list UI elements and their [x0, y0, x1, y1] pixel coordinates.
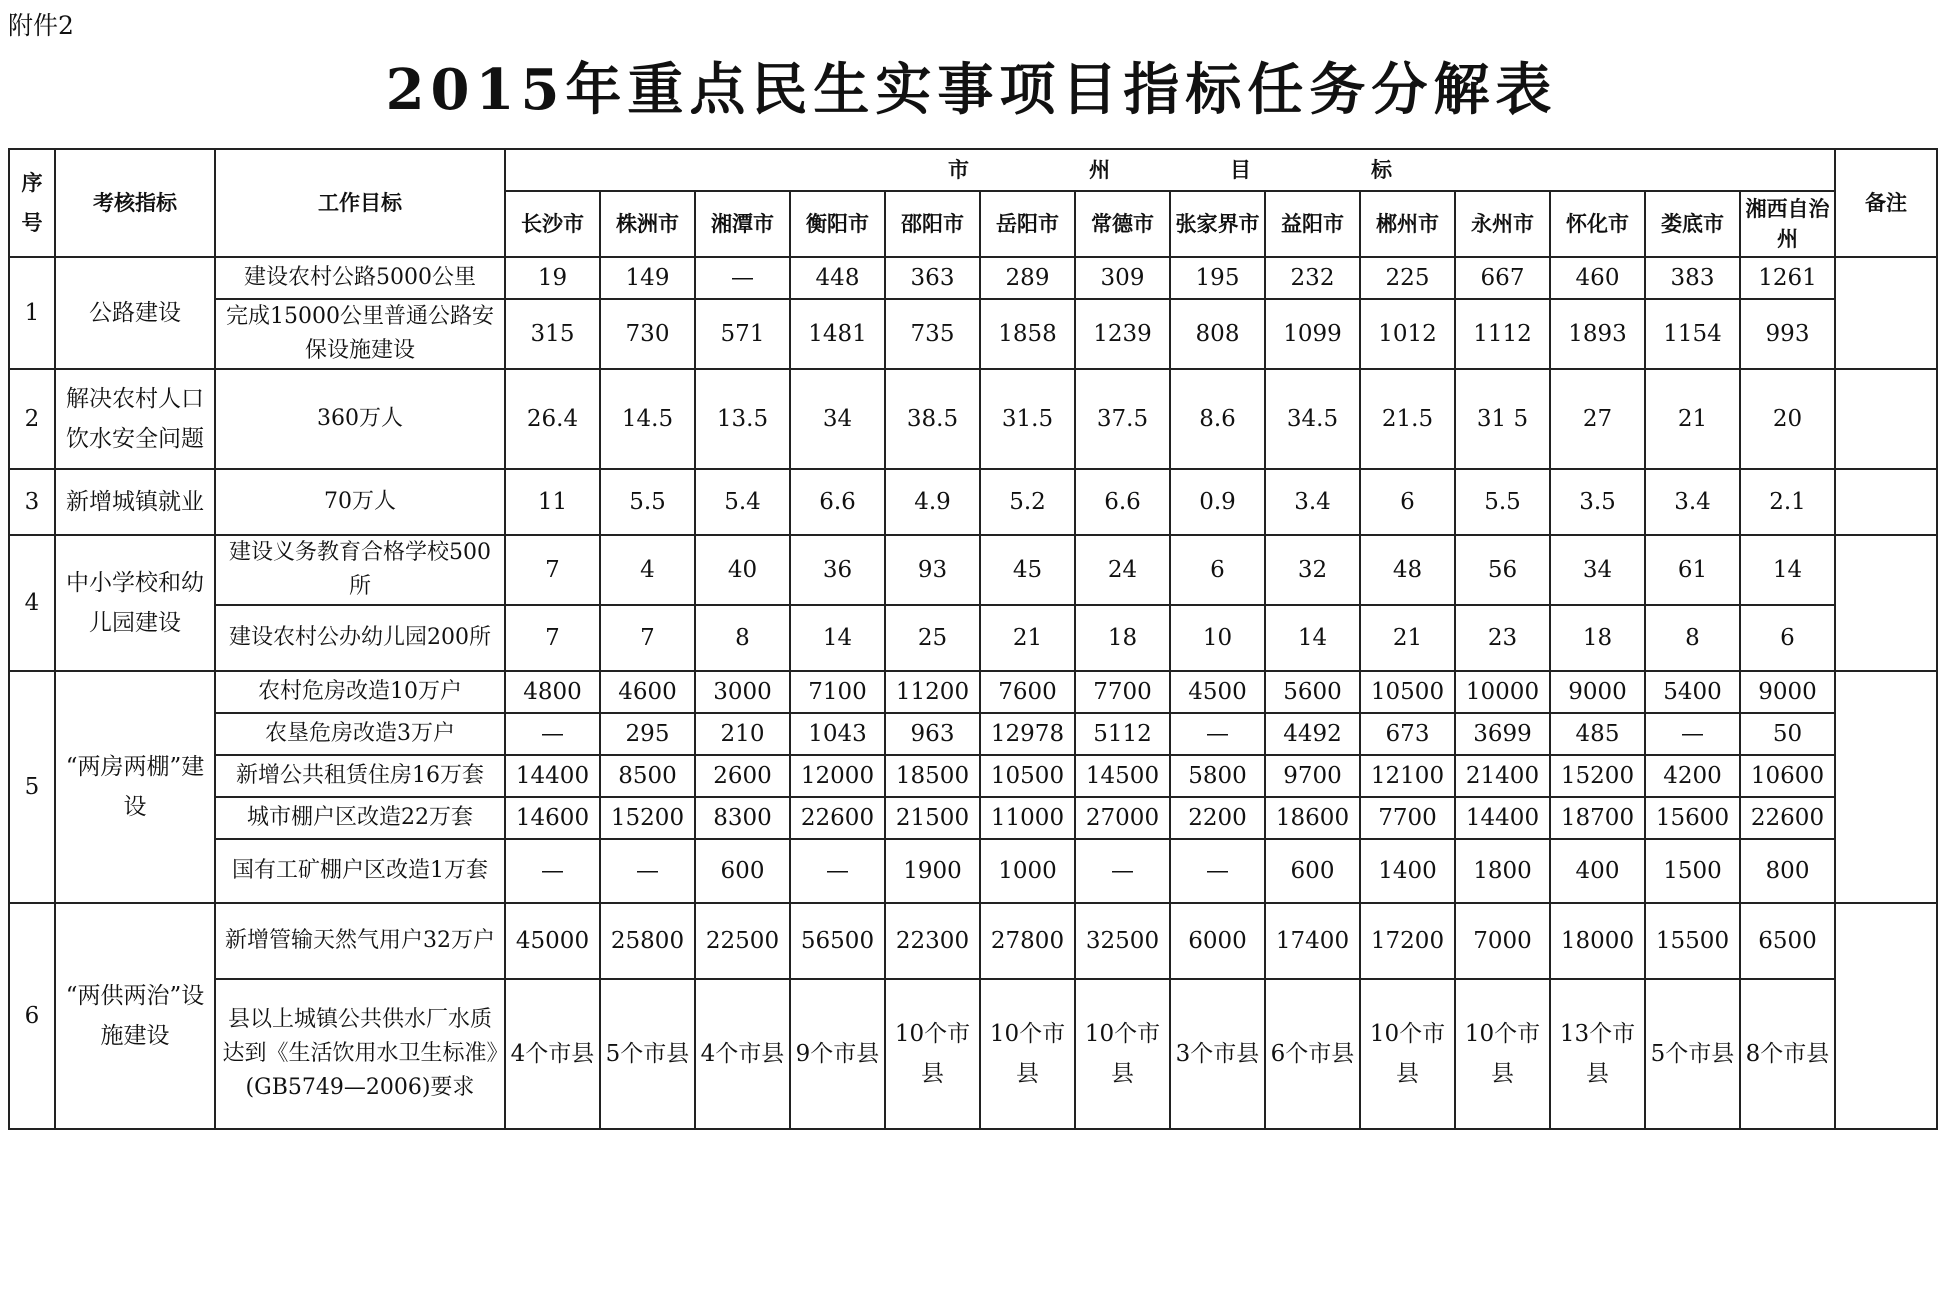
city-target-value: 14 — [1740, 535, 1835, 605]
city-target-value: 963 — [885, 713, 980, 755]
city-target-value: 6500 — [1740, 903, 1835, 979]
row-indicator: “两房两棚”建设 — [55, 671, 215, 903]
city-target-value: 6000 — [1170, 903, 1265, 979]
city-target-value: 2600 — [695, 755, 790, 797]
task-table — [8, 148, 1938, 1130]
city-target-value: 400 — [1550, 839, 1645, 903]
city-target-value: 13.5 — [695, 369, 790, 469]
city-target-value: 485 — [1550, 713, 1645, 755]
city-target-value: 21400 — [1455, 755, 1550, 797]
header-target-char: 市 — [948, 158, 969, 182]
city-target-value: 309 — [1075, 257, 1170, 299]
city-target-value: 34 — [1550, 535, 1645, 605]
header-target-char: 目 — [1230, 158, 1251, 182]
city-target-value: 10000 — [1455, 671, 1550, 713]
city-target-value: 21 — [980, 605, 1075, 671]
city-target-value: 210 — [695, 713, 790, 755]
city-target-value: 14 — [1265, 605, 1360, 671]
city-target-value: 25 — [885, 605, 980, 671]
city-target-value: — — [1170, 713, 1265, 755]
city-target-value: — — [790, 839, 885, 903]
city-target-value: 6.6 — [1075, 469, 1170, 535]
city-target-value: 5.5 — [600, 469, 695, 535]
city-target-value: 21.5 — [1360, 369, 1455, 469]
city-target-value: 18600 — [1265, 797, 1360, 839]
city-target-value: 40 — [695, 535, 790, 605]
city-target-value: 36 — [790, 535, 885, 605]
header-city-targets — [505, 149, 1835, 191]
city-target-value: 383 — [1645, 257, 1740, 299]
city-target-value: 12100 — [1360, 755, 1455, 797]
city-target-value: 9000 — [1550, 671, 1645, 713]
row-indicator: “两供两治”设施建设 — [55, 903, 215, 1129]
city-target-value: 10个市县 — [1455, 979, 1550, 1129]
city-target-value: 1261 — [1740, 257, 1835, 299]
city-target-value: 730 — [600, 299, 695, 369]
city-target-value: 8 — [695, 605, 790, 671]
city-target-value: 93 — [885, 535, 980, 605]
table-row — [9, 299, 1937, 369]
city-target-value: 5个市县 — [1645, 979, 1740, 1129]
row-remark — [1835, 257, 1937, 369]
city-target-value: — — [1170, 839, 1265, 903]
row-remark — [1835, 535, 1937, 671]
header-city: 娄底市 — [1645, 191, 1740, 257]
city-target-value: — — [505, 713, 600, 755]
city-target-value: 31.5 — [980, 369, 1075, 469]
city-target-value: 2.1 — [1740, 469, 1835, 535]
city-target-value: 1099 — [1265, 299, 1360, 369]
table-row — [9, 979, 1937, 1129]
page-title: 2015年重点民生实事项目指标任务分解表 — [385, 57, 1558, 123]
header-target-char: 标 — [1371, 158, 1392, 182]
city-target-value: 8.6 — [1170, 369, 1265, 469]
city-target-value: 7600 — [980, 671, 1075, 713]
table-row — [9, 605, 1937, 671]
city-target-value: 3个市县 — [1170, 979, 1265, 1129]
city-target-value: 22600 — [1740, 797, 1835, 839]
city-target-value: 32500 — [1075, 903, 1170, 979]
city-target-value: 363 — [885, 257, 980, 299]
header-city: 邵阳市 — [885, 191, 980, 257]
city-target-value: 808 — [1170, 299, 1265, 369]
city-target-value: 4492 — [1265, 713, 1360, 755]
city-target-value: 4.9 — [885, 469, 980, 535]
city-target-value: 38.5 — [885, 369, 980, 469]
header-indicator: 考核指标 — [55, 149, 215, 257]
header-city: 永州市 — [1455, 191, 1550, 257]
city-target-value: 12978 — [980, 713, 1075, 755]
city-target-value: 7 — [505, 535, 600, 605]
city-target-value: 18 — [1550, 605, 1645, 671]
city-target-value: 1900 — [885, 839, 980, 903]
city-target-value: 3.5 — [1550, 469, 1645, 535]
city-target-value: 31 5 — [1455, 369, 1550, 469]
city-target-value: 56500 — [790, 903, 885, 979]
header-row-1 — [9, 149, 1937, 191]
city-target-value: 149 — [600, 257, 695, 299]
city-target-value: 10 — [1170, 605, 1265, 671]
city-target-value: 448 — [790, 257, 885, 299]
city-target-value: 3.4 — [1645, 469, 1740, 535]
row-seq: 4 — [9, 535, 55, 671]
city-target-value: 315 — [505, 299, 600, 369]
city-target-value: 1012 — [1360, 299, 1455, 369]
city-target-value: 10个市县 — [1360, 979, 1455, 1129]
header-city: 株洲市 — [600, 191, 695, 257]
city-target-value: 3699 — [1455, 713, 1550, 755]
city-target-value: 1481 — [790, 299, 885, 369]
row-goal: 国有工矿棚户区改造1万套 — [215, 839, 505, 903]
city-target-value: 6 — [1740, 605, 1835, 671]
header-seq: 序号 — [9, 149, 55, 257]
city-target-value: 7 — [600, 605, 695, 671]
city-target-value: 1112 — [1455, 299, 1550, 369]
row-indicator: 中小学校和幼儿园建设 — [55, 535, 215, 671]
city-target-value: 15600 — [1645, 797, 1740, 839]
city-target-value: 5800 — [1170, 755, 1265, 797]
row-remark — [1835, 903, 1937, 1129]
city-target-value: 34 — [790, 369, 885, 469]
city-target-value: 10500 — [980, 755, 1075, 797]
table-row — [9, 839, 1937, 903]
city-target-value: 673 — [1360, 713, 1455, 755]
city-target-value: 6 — [1360, 469, 1455, 535]
header-city: 常德市 — [1075, 191, 1170, 257]
row-seq: 5 — [9, 671, 55, 903]
city-target-value: 1893 — [1550, 299, 1645, 369]
table-row — [9, 755, 1937, 797]
city-target-value: 5个市县 — [600, 979, 695, 1129]
row-goal: 县以上城镇公共供水厂水质达到《生活饮用水卫生标准》(GB5749—2006)要求 — [215, 979, 505, 1129]
city-target-value: 10个市县 — [885, 979, 980, 1129]
city-target-value: 5.2 — [980, 469, 1075, 535]
city-target-value: 14400 — [505, 755, 600, 797]
city-target-value: 1500 — [1645, 839, 1740, 903]
row-goal: 建设农村公办幼儿园200所 — [215, 605, 505, 671]
city-target-value: 9700 — [1265, 755, 1360, 797]
city-target-value: 11 — [505, 469, 600, 535]
header-goal: 工作目标 — [215, 149, 505, 257]
city-target-value: 18000 — [1550, 903, 1645, 979]
city-target-value: 22600 — [790, 797, 885, 839]
table-row — [9, 903, 1937, 979]
city-target-value: 600 — [1265, 839, 1360, 903]
city-target-value: 289 — [980, 257, 1075, 299]
city-target-value: 11200 — [885, 671, 980, 713]
row-goal: 完成15000公里普通公路安保设施建设 — [215, 299, 505, 369]
city-target-value: 6.6 — [790, 469, 885, 535]
header-city: 湘潭市 — [695, 191, 790, 257]
city-target-value: 460 — [1550, 257, 1645, 299]
city-target-value: 735 — [885, 299, 980, 369]
city-target-value: 48 — [1360, 535, 1455, 605]
city-target-value: 225 — [1360, 257, 1455, 299]
row-goal: 新增管输天然气用户32万户 — [215, 903, 505, 979]
city-target-value: 5.5 — [1455, 469, 1550, 535]
city-target-value: — — [1645, 713, 1740, 755]
city-target-value: 14500 — [1075, 755, 1170, 797]
city-target-value: 22500 — [695, 903, 790, 979]
city-target-value: 8 — [1645, 605, 1740, 671]
city-target-value: 21500 — [885, 797, 980, 839]
city-target-value: 7100 — [790, 671, 885, 713]
city-target-value: 993 — [1740, 299, 1835, 369]
city-target-value: 56 — [1455, 535, 1550, 605]
city-target-value: 27000 — [1075, 797, 1170, 839]
city-target-value: 10个市县 — [1075, 979, 1170, 1129]
city-target-value: — — [505, 839, 600, 903]
header-remark: 备注 — [1835, 149, 1937, 257]
city-target-value: 15500 — [1645, 903, 1740, 979]
city-target-value: 21 — [1360, 605, 1455, 671]
city-target-value: 8500 — [600, 755, 695, 797]
row-seq: 1 — [9, 257, 55, 369]
row-seq: 6 — [9, 903, 55, 1129]
city-target-value: 27 — [1550, 369, 1645, 469]
city-target-value: 9个市县 — [790, 979, 885, 1129]
city-target-value: 14400 — [1455, 797, 1550, 839]
city-target-value: 18500 — [885, 755, 980, 797]
city-target-value: 1043 — [790, 713, 885, 755]
city-target-value: 37.5 — [1075, 369, 1170, 469]
city-target-value: 1154 — [1645, 299, 1740, 369]
header-city: 郴州市 — [1360, 191, 1455, 257]
city-target-value: 10个市县 — [980, 979, 1075, 1129]
table-row — [9, 797, 1937, 839]
city-target-value: 4800 — [505, 671, 600, 713]
city-target-value: 2200 — [1170, 797, 1265, 839]
row-remark — [1835, 671, 1937, 903]
table-row — [9, 713, 1937, 755]
city-target-value: 1239 — [1075, 299, 1170, 369]
city-target-value: 3000 — [695, 671, 790, 713]
row-goal: 城市棚户区改造22万套 — [215, 797, 505, 839]
header-city: 衡阳市 — [790, 191, 885, 257]
city-target-value: 1400 — [1360, 839, 1455, 903]
row-goal: 农村危房改造10万户 — [215, 671, 505, 713]
city-target-value: 8个市县 — [1740, 979, 1835, 1129]
city-target-value: 4200 — [1645, 755, 1740, 797]
city-target-value: 6个市县 — [1265, 979, 1360, 1129]
city-target-value: — — [600, 839, 695, 903]
city-target-value: 1800 — [1455, 839, 1550, 903]
table-row — [9, 535, 1937, 605]
city-target-value: 50 — [1740, 713, 1835, 755]
city-target-value: 61 — [1645, 535, 1740, 605]
row-indicator: 新增城镇就业 — [55, 469, 215, 535]
row-goal: 农垦危房改造3万户 — [215, 713, 505, 755]
city-target-value: 5600 — [1265, 671, 1360, 713]
header-city: 怀化市 — [1550, 191, 1645, 257]
city-target-value: 3.4 — [1265, 469, 1360, 535]
city-target-value: 23 — [1455, 605, 1550, 671]
city-target-value: 667 — [1455, 257, 1550, 299]
city-target-value: 12000 — [790, 755, 885, 797]
city-target-value: 13个市县 — [1550, 979, 1645, 1129]
city-target-value: 5.4 — [695, 469, 790, 535]
city-target-value: 5400 — [1645, 671, 1740, 713]
city-target-value: 26.4 — [505, 369, 600, 469]
city-target-value: 25800 — [600, 903, 695, 979]
city-target-value: 7000 — [1455, 903, 1550, 979]
city-target-value: 6 — [1170, 535, 1265, 605]
city-target-value: 20 — [1740, 369, 1835, 469]
city-target-value: 195 — [1170, 257, 1265, 299]
city-target-value: 45000 — [505, 903, 600, 979]
table-row — [9, 469, 1937, 535]
row-remark — [1835, 469, 1937, 535]
table-row — [9, 369, 1937, 469]
city-target-value: 17400 — [1265, 903, 1360, 979]
city-target-value: 18700 — [1550, 797, 1645, 839]
city-target-value: 800 — [1740, 839, 1835, 903]
header-city: 张家界市 — [1170, 191, 1265, 257]
city-target-value: 232 — [1265, 257, 1360, 299]
city-target-value: 4500 — [1170, 671, 1265, 713]
city-target-value: 4600 — [600, 671, 695, 713]
city-target-value: 10500 — [1360, 671, 1455, 713]
city-target-value: 4个市县 — [505, 979, 600, 1129]
city-target-value: 7700 — [1075, 671, 1170, 713]
row-seq: 2 — [9, 369, 55, 469]
city-target-value: 22300 — [885, 903, 980, 979]
city-target-value: 45 — [980, 535, 1075, 605]
city-target-value: 21 — [1645, 369, 1740, 469]
city-target-value: 8300 — [695, 797, 790, 839]
row-goal: 360万人 — [215, 369, 505, 469]
row-goal: 70万人 — [215, 469, 505, 535]
table-row — [9, 257, 1937, 299]
city-target-value: 5112 — [1075, 713, 1170, 755]
city-target-value: 4个市县 — [695, 979, 790, 1129]
city-target-value: 32 — [1265, 535, 1360, 605]
row-goal: 建设义务教育合格学校500所 — [215, 535, 505, 605]
city-target-value: 14 — [790, 605, 885, 671]
row-remark — [1835, 369, 1937, 469]
city-target-value: 10600 — [1740, 755, 1835, 797]
city-target-value: 24 — [1075, 535, 1170, 605]
city-target-value: 17200 — [1360, 903, 1455, 979]
row-seq: 3 — [9, 469, 55, 535]
table-header — [9, 149, 1937, 257]
city-target-value: 19 — [505, 257, 600, 299]
city-target-value: 34.5 — [1265, 369, 1360, 469]
city-target-value: 18 — [1075, 605, 1170, 671]
row-indicator: 解决农村人口饮水安全问题 — [55, 369, 215, 469]
city-target-value: 4 — [600, 535, 695, 605]
table-body — [9, 257, 1937, 1129]
city-target-value: 1858 — [980, 299, 1075, 369]
city-target-value: — — [695, 257, 790, 299]
header-city: 长沙市 — [505, 191, 600, 257]
city-target-value: 15200 — [600, 797, 695, 839]
header-city: 湘西自治州 — [1740, 191, 1835, 257]
city-target-value: 600 — [695, 839, 790, 903]
city-target-value: 27800 — [980, 903, 1075, 979]
city-target-value: 295 — [600, 713, 695, 755]
city-target-value: — — [1075, 839, 1170, 903]
city-target-value: 571 — [695, 299, 790, 369]
row-indicator: 公路建设 — [55, 257, 215, 369]
city-target-value: 0.9 — [1170, 469, 1265, 535]
city-target-value: 7700 — [1360, 797, 1455, 839]
city-target-value: 7 — [505, 605, 600, 671]
attachment-label: 附件2 — [8, 11, 74, 40]
city-target-value: 11000 — [980, 797, 1075, 839]
header-target-char: 州 — [1089, 158, 1110, 182]
city-target-value: 14600 — [505, 797, 600, 839]
table-row — [9, 671, 1937, 713]
city-target-value: 14.5 — [600, 369, 695, 469]
row-goal: 新增公共租赁住房16万套 — [215, 755, 505, 797]
city-target-value: 1000 — [980, 839, 1075, 903]
header-city: 岳阳市 — [980, 191, 1075, 257]
city-target-value: 9000 — [1740, 671, 1835, 713]
header-city: 益阳市 — [1265, 191, 1360, 257]
city-target-value: 15200 — [1550, 755, 1645, 797]
row-goal: 建设农村公路5000公里 — [215, 257, 505, 299]
